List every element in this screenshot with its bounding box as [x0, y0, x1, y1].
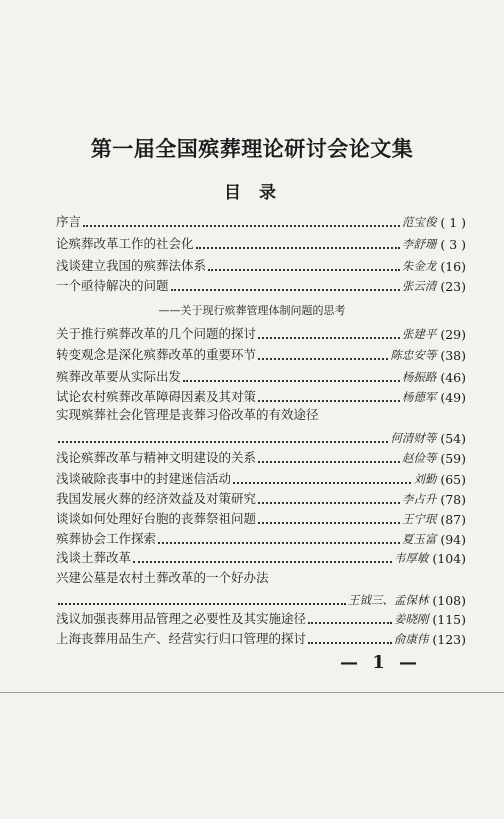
toc-entry — [56, 529, 466, 547]
entry-title: 上海丧葬用品生产、经营实行归口管理的探讨 — [56, 631, 307, 646]
contents-heading: 目录 — [224, 183, 294, 203]
leader-dots — [258, 357, 388, 360]
leader-dots — [233, 481, 411, 484]
entry-page: (23) — [440, 279, 466, 294]
leader-dots — [258, 460, 400, 463]
entry-page: (46) — [440, 370, 466, 385]
toc-entry — [56, 469, 466, 487]
entry-page: (115) — [432, 612, 466, 627]
section-subtitle: ——关于现行殡葬管理体制问题的思考 — [158, 304, 346, 317]
entry-author: 王宁珉 — [401, 512, 437, 526]
entry-title: 转变观念是深化殡葬改革的重要环节 — [56, 347, 257, 362]
entry-author: 杨振路 — [401, 370, 437, 384]
entry-page: ( 1 ) — [440, 215, 466, 230]
leader-dots — [258, 521, 400, 524]
entry-title: 殡葬改革要从实际出发 — [56, 369, 182, 384]
entry-title: 浅论殡葬改革与精神文明建设的关系 — [56, 450, 257, 465]
entry-title: 浅谈建立我国的殡葬法体系 — [56, 258, 207, 273]
entry-page: (65) — [440, 472, 466, 487]
leader-dots — [158, 541, 400, 544]
toc-entry — [56, 367, 466, 385]
entry-page: (123) — [432, 632, 466, 647]
entry-page: (78) — [440, 492, 466, 507]
entry-author: 陈忠安等 — [390, 348, 437, 362]
entry-title: 关于推行殡葬改革的几个问题的探讨 — [56, 326, 257, 341]
book-title: 第一届全国殡葬理论研讨会论文集 — [90, 136, 414, 161]
toc-entry — [56, 256, 466, 274]
toc-entry — [56, 345, 466, 363]
toc-entry-second-line — [56, 590, 466, 608]
leader-dots — [196, 246, 400, 249]
leader-dots — [58, 602, 346, 605]
leader-dots — [208, 268, 400, 271]
entry-author: 李舒珊 — [401, 237, 437, 251]
leader-dots — [258, 501, 400, 504]
entry-page: (29) — [440, 327, 466, 342]
entry-page: ( 3 ) — [440, 237, 466, 252]
entry-author: 王钺三、孟保林 — [347, 593, 429, 607]
entry-page: (87) — [440, 512, 466, 527]
toc-entry — [56, 629, 466, 647]
toc-entry-first-line — [56, 405, 466, 423]
entry-author: 张云清 — [401, 279, 437, 293]
entry-author: 何清财等 — [390, 431, 437, 445]
toc-entry — [56, 324, 466, 342]
entry-title: 浅谈破除丧事中的封建迷信活动 — [56, 471, 232, 486]
toc-entry — [56, 489, 466, 507]
entry-author: 朱金龙 — [401, 259, 437, 273]
toc-entry — [56, 212, 466, 230]
leader-dots — [171, 288, 400, 291]
page-number: — 1 — — [340, 652, 422, 673]
leader-dots — [258, 336, 400, 339]
entry-author: 姜晓刚 — [393, 612, 429, 626]
entry-page: (108) — [432, 593, 466, 608]
toc-entry — [56, 609, 466, 627]
entry-author: 俞康伟 — [393, 632, 429, 646]
entry-author: 夏玉富 — [401, 532, 437, 546]
entry-author: 范宝俊 — [401, 215, 437, 229]
entry-page: (54) — [440, 431, 466, 446]
entry-page: (94) — [440, 532, 466, 547]
entry-title: 一个亟待解决的问题 — [56, 278, 169, 293]
entry-page: (16) — [440, 259, 466, 274]
leader-dots — [133, 560, 392, 563]
entry-page: (38) — [440, 348, 466, 363]
leader-dots — [308, 641, 392, 644]
entry-author: 刘勤 — [413, 472, 437, 486]
entry-title: 实现殡葬社会化管理是丧葬习俗改革的有效途径 — [56, 407, 319, 422]
entry-author: 赵俭等 — [401, 451, 437, 465]
leader-dots — [183, 379, 400, 382]
leader-dots — [58, 440, 388, 443]
toc-entry — [56, 387, 466, 405]
entry-author: 李占升 — [401, 492, 437, 506]
entry-page: (59) — [440, 451, 466, 466]
leader-dots — [308, 621, 392, 624]
entry-title: 序言 — [56, 214, 82, 229]
leader-dots — [83, 224, 400, 227]
entry-title: 殡葬协会工作探索 — [56, 531, 157, 546]
toc-entry — [56, 548, 466, 566]
entry-title: 浅议加强丧葬用品管理之必要性及其实施途径 — [56, 611, 307, 626]
toc-entry — [56, 509, 466, 527]
toc-entry — [56, 234, 466, 252]
entry-title: 论殡葬改革工作的社会化 — [56, 236, 194, 251]
entry-title: 试论农村殡葬改革障碍因素及其对策 — [56, 389, 257, 404]
entry-title: 我国发展火葬的经济效益及对策研究 — [56, 491, 257, 506]
toc-entry-first-line — [56, 568, 466, 586]
toc-entry — [56, 448, 466, 466]
entry-title: 浅谈土葬改革 — [56, 550, 132, 565]
entry-title: 谈谈如何处理好台胞的丧葬祭祖问题 — [56, 511, 257, 526]
entry-author: 杨德军 — [401, 390, 437, 404]
entry-title: 兴建公墓是农村土葬改革的一个好办法 — [56, 570, 269, 585]
entry-page: (104) — [432, 551, 466, 566]
entry-page: (49) — [440, 390, 466, 405]
entry-author: 张建平 — [401, 327, 437, 341]
entry-author: 韦厚敏 — [393, 551, 429, 565]
leader-dots — [258, 399, 400, 402]
toc-entry — [56, 276, 466, 294]
toc-entry-second-line — [56, 428, 466, 446]
bottom-rule — [0, 692, 504, 693]
